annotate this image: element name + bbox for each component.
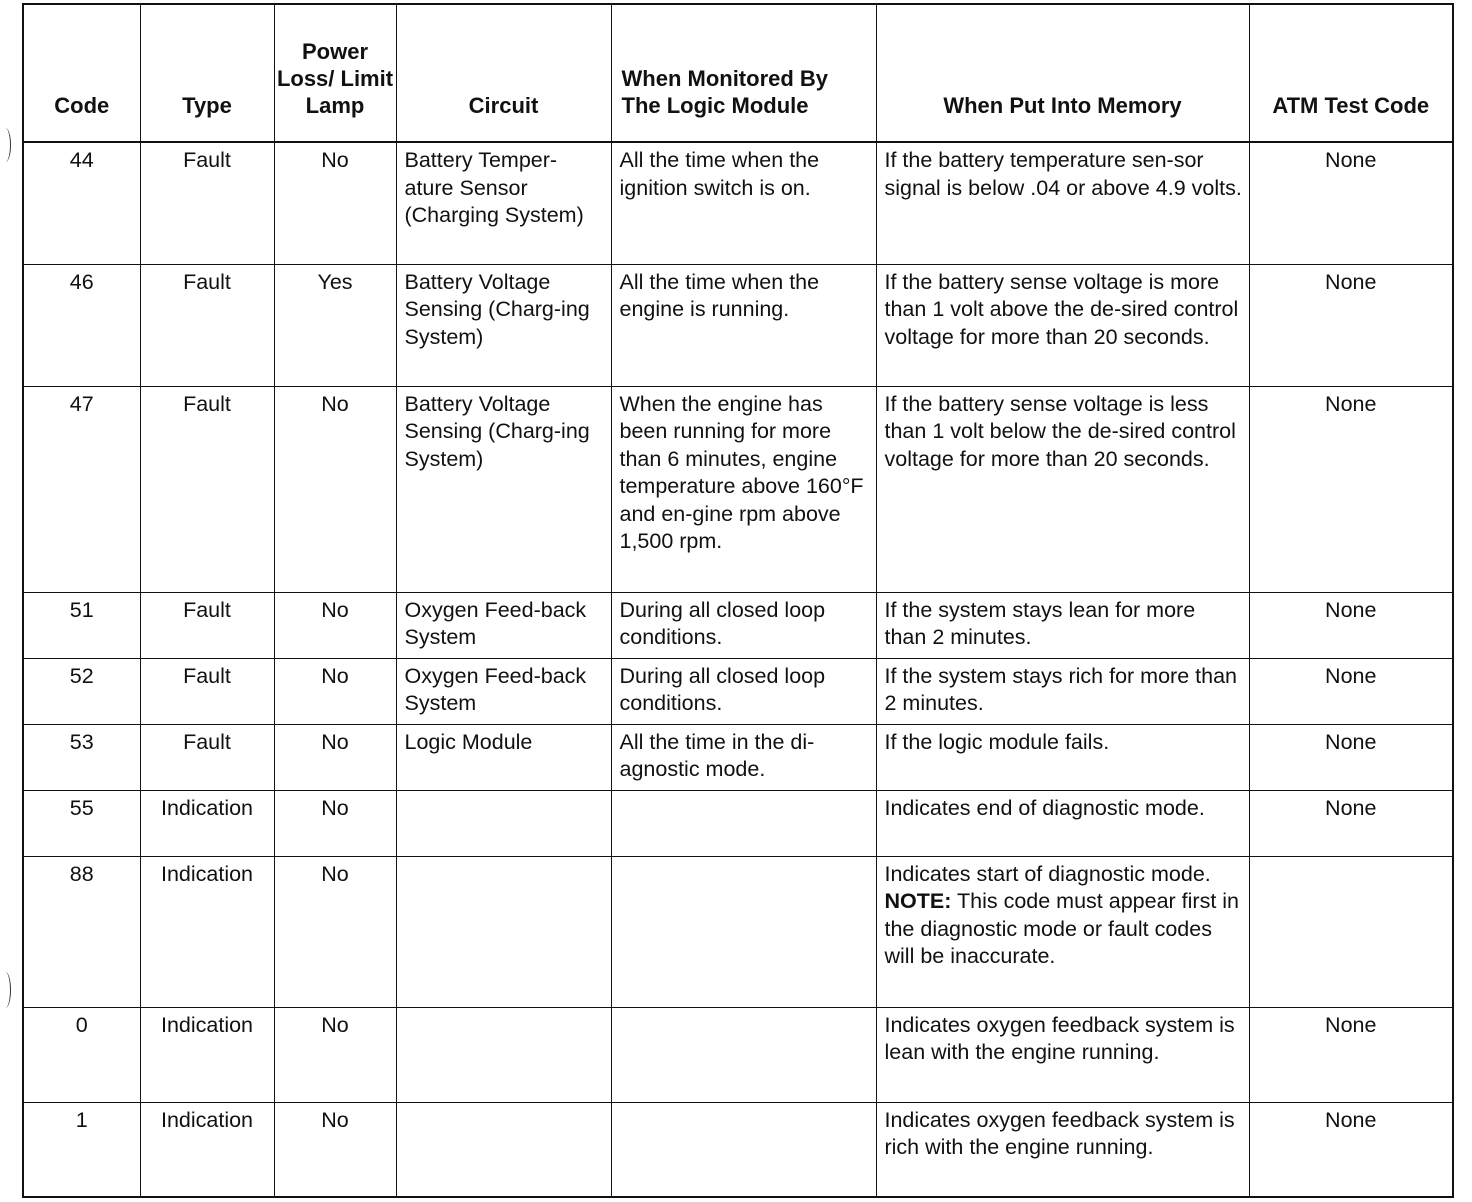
cell-memory: If the battery temperature sen-sor signal is below .04 or above 4.9 volts. xyxy=(876,142,1249,264)
cell-circuit xyxy=(396,1007,611,1102)
table-row xyxy=(23,658,1453,724)
cell-monitored: During all closed loop conditions. xyxy=(611,658,876,724)
header-monitored: When Monitored By The Logic Module xyxy=(611,4,876,142)
cell-monitored xyxy=(611,856,876,1007)
table-row xyxy=(23,386,1453,592)
cell-lamp: No xyxy=(274,1102,396,1197)
cell-atm: None xyxy=(1249,1102,1453,1197)
cell-circuit: Oxygen Feed-back System xyxy=(396,592,611,658)
cell-lamp: No xyxy=(274,386,396,592)
cell-circuit: Logic Module xyxy=(396,724,611,790)
cell-code: 55 xyxy=(23,790,140,856)
cell-memory: If the logic module fails. xyxy=(876,724,1249,790)
table-row xyxy=(23,592,1453,658)
table-row xyxy=(23,1102,1453,1197)
cell-monitored xyxy=(611,790,876,856)
header-atm: ATM Test Code xyxy=(1249,4,1453,142)
cell-atm: None xyxy=(1249,790,1453,856)
cell-lamp: No xyxy=(274,724,396,790)
cell-type: Fault xyxy=(140,592,274,658)
table-row xyxy=(23,856,1453,1007)
cell-type: Indication xyxy=(140,1102,274,1197)
cell-type: Fault xyxy=(140,142,274,264)
fault-code-table xyxy=(22,3,1454,1198)
cell-monitored xyxy=(611,1007,876,1102)
cell-code: 47 xyxy=(23,386,140,592)
cell-memory: If the system stays rich for more than 2 minutes. xyxy=(876,658,1249,724)
table-row xyxy=(23,142,1453,264)
cell-lamp: Yes xyxy=(274,264,396,386)
cell-code: 53 xyxy=(23,724,140,790)
cell-circuit: Battery Temper-ature Sensor (Charging System) xyxy=(396,142,611,264)
cell-type: Fault xyxy=(140,658,274,724)
cell-monitored: During all closed loop conditions. xyxy=(611,592,876,658)
cell-type: Fault xyxy=(140,264,274,386)
cell-type: Indication xyxy=(140,1007,274,1102)
cell-atm: None xyxy=(1249,592,1453,658)
cell-circuit: Battery Voltage Sensing (Charg-ing System) xyxy=(396,264,611,386)
cell-atm: None xyxy=(1249,724,1453,790)
table-row xyxy=(23,1007,1453,1102)
cell-circuit xyxy=(396,790,611,856)
cell-memory: Indicates oxygen feedback system is lean with the engine running. xyxy=(876,1007,1249,1102)
cell-memory: Indicates end of diagnostic mode. xyxy=(876,790,1249,856)
cell-code: 51 xyxy=(23,592,140,658)
cell-lamp: No xyxy=(274,142,396,264)
cell-type: Fault xyxy=(140,724,274,790)
cell-circuit xyxy=(396,856,611,1007)
cell-atm: None xyxy=(1249,142,1453,264)
header-type: Type xyxy=(140,4,274,142)
header-row xyxy=(23,4,1453,142)
cell-type: Fault xyxy=(140,386,274,592)
header-lamp: Power Loss/ Limit Lamp xyxy=(274,4,396,142)
cell-circuit xyxy=(396,1102,611,1197)
cell-code: 0 xyxy=(23,1007,140,1102)
cell-circuit: Oxygen Feed-back System xyxy=(396,658,611,724)
cell-atm: None xyxy=(1249,658,1453,724)
cell-monitored xyxy=(611,1102,876,1197)
cell-monitored: All the time when the ignition switch is on. xyxy=(611,142,876,264)
cell-memory: Indicates oxygen feedback system is rich with the engine running. xyxy=(876,1102,1249,1197)
note-text: This code must appear first in the diagnostic mode or fault codes will be inaccurate. xyxy=(884,889,1239,968)
cell-code: 46 xyxy=(23,264,140,386)
cell-atm: None xyxy=(1249,1007,1453,1102)
cell-code: 52 xyxy=(23,658,140,724)
table-row xyxy=(23,724,1453,790)
cell-type: Indication xyxy=(140,790,274,856)
cell-atm: None xyxy=(1249,264,1453,386)
cell-lamp: No xyxy=(274,856,396,1007)
cell-memory xyxy=(876,856,1249,1007)
cell-monitored: All the time when the engine is running. xyxy=(611,264,876,386)
cell-monitored: When the engine has been running for more than 6 minutes, engine temperature above 160°F and en-gine rpm above 1,500 rpm. xyxy=(611,386,876,592)
cell-memory: If the system stays lean for more than 2 minutes. xyxy=(876,592,1249,658)
cell-lamp: No xyxy=(274,1007,396,1102)
cell-atm xyxy=(1249,856,1453,1007)
cell-memory: If the battery sense voltage is more than 1 volt above the de-sired control voltage for more than 20 seconds. xyxy=(876,264,1249,386)
note-label: NOTE: xyxy=(884,889,952,913)
header-circuit: Circuit xyxy=(396,4,611,142)
cell-monitored: All the time in the di-agnostic mode. xyxy=(611,724,876,790)
table-row xyxy=(23,264,1453,386)
header-memory: When Put Into Memory xyxy=(876,4,1249,142)
cell-circuit: Battery Voltage Sensing (Charg-ing System) xyxy=(396,386,611,592)
cell-atm: None xyxy=(1249,386,1453,592)
cell-code: 88 xyxy=(23,856,140,1007)
cell-memory: If the battery sense voltage is less than 1 volt below the de-sired control voltage for more than 20 seconds. xyxy=(876,386,1249,592)
cell-code: 44 xyxy=(23,142,140,264)
memory-text: Indicates start of diagnostic mode. xyxy=(884,861,1211,886)
cell-code: 1 xyxy=(23,1102,140,1197)
table-row xyxy=(23,790,1453,856)
cell-type: Indication xyxy=(140,856,274,1007)
scan-margin-mark-bottom xyxy=(0,972,11,1008)
diagnostic-code-sheet xyxy=(22,3,1452,1198)
header-code: Code xyxy=(23,4,140,142)
cell-lamp: No xyxy=(274,790,396,856)
cell-lamp: No xyxy=(274,592,396,658)
cell-lamp: No xyxy=(274,658,396,724)
scan-margin-mark-top xyxy=(0,128,11,162)
